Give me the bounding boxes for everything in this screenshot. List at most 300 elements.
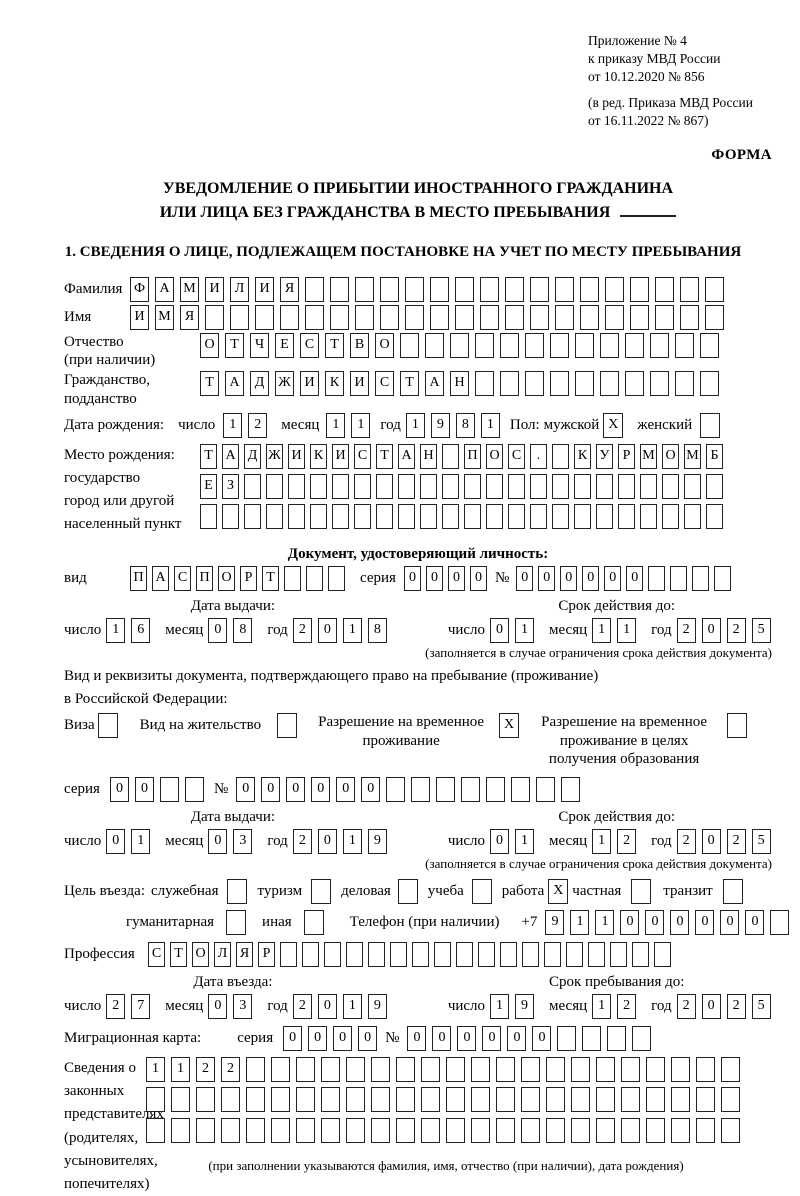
char-cell[interactable]: 1 [481,413,500,438]
char-cell[interactable] [706,474,723,499]
temp-residence-checkbox[interactable]: X [499,713,519,738]
char-cell[interactable] [390,942,407,967]
char-cell[interactable] [405,277,424,302]
char-cell[interactable]: А [222,444,239,469]
char-cell[interactable]: 0 [702,618,721,643]
char-cell[interactable] [246,1057,265,1082]
char-cell[interactable] [185,777,204,802]
char-cell[interactable]: Д [244,444,261,469]
char-cell[interactable] [221,1087,240,1112]
char-cell[interactable] [246,1118,265,1143]
char-cell[interactable] [380,305,399,330]
char-cell[interactable] [530,474,547,499]
char-cell[interactable]: У [596,444,613,469]
char-cell[interactable]: 1 [595,910,614,935]
char-cell[interactable] [421,1087,440,1112]
purpose-study-checkbox[interactable] [472,879,492,904]
char-cell[interactable] [561,777,580,802]
char-cell[interactable]: Р [258,942,275,967]
char-cell[interactable]: 0 [720,910,739,935]
char-cell[interactable]: 9 [368,829,387,854]
char-cell[interactable]: 2 [248,413,267,438]
char-cell[interactable] [400,333,419,358]
char-cell[interactable] [671,1118,690,1143]
char-cell[interactable] [662,504,679,529]
char-cell[interactable]: 1 [515,829,534,854]
char-cell[interactable] [455,305,474,330]
purpose-private-checkbox[interactable] [631,879,651,904]
char-cell[interactable]: 0 [283,1026,302,1051]
char-cell[interactable] [654,942,671,967]
char-cell[interactable] [646,1087,665,1112]
char-cell[interactable]: 0 [582,566,599,591]
char-cell[interactable]: Р [240,566,257,591]
char-cell[interactable]: Б [706,444,723,469]
char-cell[interactable] [632,1026,651,1051]
char-cell[interactable] [705,277,724,302]
char-cell[interactable]: Ф [130,277,149,302]
char-cell[interactable]: 2 [677,829,696,854]
char-cell[interactable]: 9 [368,994,387,1019]
char-cell[interactable] [171,1118,190,1143]
char-cell[interactable]: 0 [448,566,465,591]
char-cell[interactable]: 0 [470,566,487,591]
char-cell[interactable] [607,1026,626,1051]
char-cell[interactable] [371,1087,390,1112]
char-cell[interactable] [480,277,499,302]
purpose-work-checkbox[interactable]: X [548,879,568,904]
char-cell[interactable] [721,1057,740,1082]
char-cell[interactable] [575,333,594,358]
char-cell[interactable]: 8 [368,618,387,643]
char-cell[interactable] [671,1087,690,1112]
char-cell[interactable] [600,371,619,396]
char-cell[interactable]: Е [200,474,217,499]
char-cell[interactable] [146,1118,165,1143]
char-cell[interactable]: С [354,444,371,469]
char-cell[interactable] [525,371,544,396]
char-cell[interactable] [196,1118,215,1143]
char-cell[interactable] [446,1118,465,1143]
char-cell[interactable] [610,942,627,967]
char-cell[interactable] [605,305,624,330]
char-cell[interactable]: И [350,371,369,396]
char-cell[interactable] [575,371,594,396]
char-cell[interactable] [346,1118,365,1143]
char-cell[interactable]: 0 [135,777,154,802]
char-cell[interactable] [255,305,274,330]
char-cell[interactable]: О [486,444,503,469]
char-cell[interactable] [500,371,519,396]
char-cell[interactable]: В [350,333,369,358]
char-cell[interactable]: 3 [233,829,252,854]
char-cell[interactable]: С [148,942,165,967]
char-cell[interactable]: 1 [326,413,345,438]
char-cell[interactable] [557,1026,576,1051]
char-cell[interactable] [271,1057,290,1082]
char-cell[interactable] [596,504,613,529]
char-cell[interactable]: А [155,277,174,302]
char-cell[interactable] [310,474,327,499]
char-cell[interactable] [296,1087,315,1112]
char-cell[interactable]: 0 [490,618,509,643]
char-cell[interactable] [288,504,305,529]
char-cell[interactable] [475,371,494,396]
char-cell[interactable] [461,777,480,802]
char-cell[interactable]: О [218,566,235,591]
char-cell[interactable]: 1 [146,1057,165,1082]
char-cell[interactable] [354,474,371,499]
char-cell[interactable] [621,1118,640,1143]
char-cell[interactable] [321,1118,340,1143]
char-cell[interactable]: И [205,277,224,302]
char-cell[interactable]: 0 [333,1026,352,1051]
char-cell[interactable] [302,942,319,967]
char-cell[interactable]: Т [225,333,244,358]
char-cell[interactable]: И [300,371,319,396]
char-cell[interactable] [305,305,324,330]
char-cell[interactable] [675,371,694,396]
char-cell[interactable]: 1 [351,413,370,438]
char-cell[interactable] [505,305,524,330]
char-cell[interactable]: М [684,444,701,469]
char-cell[interactable] [625,371,644,396]
char-cell[interactable] [675,333,694,358]
char-cell[interactable] [371,1118,390,1143]
char-cell[interactable] [376,504,393,529]
char-cell[interactable]: 0 [311,777,330,802]
char-cell[interactable]: 8 [456,413,475,438]
char-cell[interactable] [305,277,324,302]
purpose-official-checkbox[interactable] [227,879,247,904]
char-cell[interactable]: Ж [275,371,294,396]
char-cell[interactable] [354,504,371,529]
char-cell[interactable]: 2 [677,618,696,643]
char-cell[interactable]: 0 [560,566,577,591]
char-cell[interactable]: 2 [221,1057,240,1082]
char-cell[interactable] [464,474,481,499]
char-cell[interactable] [684,504,701,529]
char-cell[interactable] [596,1057,615,1082]
char-cell[interactable] [511,777,530,802]
char-cell[interactable]: 1 [592,994,611,1019]
char-cell[interactable] [500,333,519,358]
char-cell[interactable] [430,305,449,330]
char-cell[interactable]: 2 [293,618,312,643]
char-cell[interactable] [288,474,305,499]
char-cell[interactable] [421,1057,440,1082]
char-cell[interactable] [650,333,669,358]
char-cell[interactable] [425,333,444,358]
purpose-business-checkbox[interactable] [398,879,418,904]
char-cell[interactable]: 2 [293,829,312,854]
char-cell[interactable] [221,1118,240,1143]
char-cell[interactable] [555,305,574,330]
char-cell[interactable]: С [508,444,525,469]
char-cell[interactable] [680,305,699,330]
char-cell[interactable] [596,1118,615,1143]
char-cell[interactable] [171,1087,190,1112]
char-cell[interactable] [555,277,574,302]
char-cell[interactable]: 1 [515,618,534,643]
char-cell[interactable] [296,1118,315,1143]
char-cell[interactable]: 6 [131,618,150,643]
char-cell[interactable]: 1 [406,413,425,438]
char-cell[interactable] [705,305,724,330]
char-cell[interactable] [321,1087,340,1112]
char-cell[interactable] [646,1118,665,1143]
char-cell[interactable]: 2 [293,994,312,1019]
char-cell[interactable] [640,504,657,529]
char-cell[interactable] [671,1057,690,1082]
char-cell[interactable]: 2 [617,829,636,854]
char-cell[interactable] [536,777,555,802]
char-cell[interactable] [330,305,349,330]
char-cell[interactable] [521,1118,540,1143]
char-cell[interactable] [721,1118,740,1143]
char-cell[interactable] [230,305,249,330]
char-cell[interactable] [546,1087,565,1112]
char-cell[interactable] [280,942,297,967]
char-cell[interactable] [296,1057,315,1082]
char-cell[interactable] [648,566,665,591]
char-cell[interactable]: И [255,277,274,302]
char-cell[interactable]: Я [236,942,253,967]
char-cell[interactable]: О [200,333,219,358]
char-cell[interactable] [244,504,261,529]
char-cell[interactable]: . [530,444,547,469]
char-cell[interactable]: 9 [515,994,534,1019]
char-cell[interactable] [632,942,649,967]
char-cell[interactable] [596,1087,615,1112]
char-cell[interactable]: 0 [286,777,305,802]
char-cell[interactable]: Д [250,371,269,396]
char-cell[interactable] [346,942,363,967]
char-cell[interactable] [324,942,341,967]
char-cell[interactable] [471,1087,490,1112]
char-cell[interactable] [386,777,405,802]
char-cell[interactable]: 1 [106,618,125,643]
char-cell[interactable]: 7 [131,994,150,1019]
char-cell[interactable]: 5 [752,994,771,1019]
char-cell[interactable] [321,1057,340,1082]
char-cell[interactable] [475,333,494,358]
char-cell[interactable] [346,1057,365,1082]
char-cell[interactable] [580,277,599,302]
char-cell[interactable]: 1 [490,994,509,1019]
char-cell[interactable]: Е [275,333,294,358]
char-cell[interactable] [721,1087,740,1112]
char-cell[interactable]: К [325,371,344,396]
char-cell[interactable] [525,333,544,358]
char-cell[interactable] [696,1087,715,1112]
char-cell[interactable]: 2 [617,994,636,1019]
char-cell[interactable] [332,504,349,529]
char-cell[interactable]: 0 [620,910,639,935]
char-cell[interactable]: Ч [250,333,269,358]
char-cell[interactable] [618,504,635,529]
char-cell[interactable]: Ж [266,444,283,469]
char-cell[interactable] [446,1057,465,1082]
char-cell[interactable]: П [464,444,481,469]
char-cell[interactable] [496,1057,515,1082]
char-cell[interactable]: 5 [752,829,771,854]
char-cell[interactable] [530,277,549,302]
char-cell[interactable] [770,910,789,935]
char-cell[interactable]: 0 [432,1026,451,1051]
char-cell[interactable] [486,504,503,529]
char-cell[interactable] [550,333,569,358]
char-cell[interactable]: 2 [727,994,746,1019]
char-cell[interactable] [436,777,455,802]
char-cell[interactable]: Т [376,444,393,469]
char-cell[interactable]: 1 [617,618,636,643]
char-cell[interactable]: 0 [361,777,380,802]
char-cell[interactable]: 2 [196,1057,215,1082]
char-cell[interactable] [464,504,481,529]
char-cell[interactable]: Т [262,566,279,591]
char-cell[interactable] [582,1026,601,1051]
char-cell[interactable] [310,504,327,529]
char-cell[interactable]: 0 [208,994,227,1019]
char-cell[interactable] [380,277,399,302]
char-cell[interactable]: 1 [343,994,362,1019]
char-cell[interactable]: К [574,444,591,469]
char-cell[interactable]: 0 [358,1026,377,1051]
char-cell[interactable] [455,277,474,302]
char-cell[interactable] [200,504,217,529]
char-cell[interactable] [480,305,499,330]
char-cell[interactable]: 0 [457,1026,476,1051]
char-cell[interactable] [456,942,473,967]
char-cell[interactable] [618,474,635,499]
char-cell[interactable] [508,504,525,529]
char-cell[interactable] [621,1087,640,1112]
char-cell[interactable] [571,1057,590,1082]
char-cell[interactable]: 0 [507,1026,526,1051]
char-cell[interactable] [630,277,649,302]
char-cell[interactable]: 0 [532,1026,551,1051]
char-cell[interactable]: 0 [645,910,664,935]
char-cell[interactable] [398,504,415,529]
char-cell[interactable] [266,504,283,529]
char-cell[interactable]: 0 [110,777,129,802]
char-cell[interactable] [530,504,547,529]
char-cell[interactable]: 3 [233,994,252,1019]
char-cell[interactable] [574,474,591,499]
char-cell[interactable] [160,777,179,802]
char-cell[interactable] [522,942,539,967]
char-cell[interactable] [550,371,569,396]
char-cell[interactable] [205,305,224,330]
char-cell[interactable] [546,1118,565,1143]
char-cell[interactable]: 0 [670,910,689,935]
char-cell[interactable]: О [192,942,209,967]
char-cell[interactable] [421,1118,440,1143]
char-cell[interactable] [630,305,649,330]
temp-residence-education-checkbox[interactable] [727,713,747,738]
purpose-other-checkbox[interactable] [304,910,324,935]
char-cell[interactable] [246,1087,265,1112]
char-cell[interactable]: М [155,305,174,330]
char-cell[interactable]: М [640,444,657,469]
char-cell[interactable] [371,1057,390,1082]
char-cell[interactable]: 1 [223,413,242,438]
char-cell[interactable]: 2 [727,829,746,854]
char-cell[interactable] [412,942,429,967]
char-cell[interactable] [505,277,524,302]
char-cell[interactable] [580,305,599,330]
char-cell[interactable] [696,1057,715,1082]
char-cell[interactable] [244,474,261,499]
char-cell[interactable]: П [196,566,213,591]
purpose-humanitarian-checkbox[interactable] [226,910,246,935]
char-cell[interactable]: А [152,566,169,591]
char-cell[interactable] [420,504,437,529]
char-cell[interactable]: И [288,444,305,469]
char-cell[interactable]: 0 [626,566,643,591]
char-cell[interactable] [552,444,569,469]
char-cell[interactable]: С [174,566,191,591]
visa-checkbox[interactable] [98,713,118,738]
char-cell[interactable] [621,1057,640,1082]
char-cell[interactable]: 9 [545,910,564,935]
char-cell[interactable]: 1 [343,618,362,643]
char-cell[interactable] [588,942,605,967]
char-cell[interactable] [521,1057,540,1082]
char-cell[interactable]: 1 [171,1057,190,1082]
char-cell[interactable] [328,566,345,591]
purpose-transit-checkbox[interactable] [723,879,743,904]
char-cell[interactable]: Л [214,942,231,967]
char-cell[interactable]: Я [180,305,199,330]
char-cell[interactable]: И [130,305,149,330]
char-cell[interactable] [714,566,731,591]
purpose-tourism-checkbox[interactable] [311,879,331,904]
char-cell[interactable]: 0 [336,777,355,802]
char-cell[interactable]: П [130,566,147,591]
char-cell[interactable]: 1 [570,910,589,935]
char-cell[interactable] [396,1087,415,1112]
char-cell[interactable]: С [300,333,319,358]
char-cell[interactable]: И [332,444,349,469]
char-cell[interactable]: З [222,474,239,499]
char-cell[interactable]: О [662,444,679,469]
char-cell[interactable] [692,566,709,591]
char-cell[interactable]: 0 [318,994,337,1019]
char-cell[interactable]: 0 [702,994,721,1019]
char-cell[interactable]: 0 [516,566,533,591]
char-cell[interactable]: Я [280,277,299,302]
char-cell[interactable] [680,277,699,302]
char-cell[interactable]: 0 [604,566,621,591]
char-cell[interactable] [700,371,719,396]
char-cell[interactable] [346,1087,365,1112]
char-cell[interactable] [546,1057,565,1082]
char-cell[interactable] [355,277,374,302]
char-cell[interactable]: М [180,277,199,302]
char-cell[interactable] [496,1087,515,1112]
char-cell[interactable]: 5 [752,618,771,643]
char-cell[interactable]: 2 [677,994,696,1019]
char-cell[interactable]: 0 [208,618,227,643]
char-cell[interactable] [368,942,385,967]
char-cell[interactable] [271,1118,290,1143]
char-cell[interactable] [574,504,591,529]
char-cell[interactable] [496,1118,515,1143]
residence-permit-checkbox[interactable] [277,713,297,738]
char-cell[interactable] [486,777,505,802]
